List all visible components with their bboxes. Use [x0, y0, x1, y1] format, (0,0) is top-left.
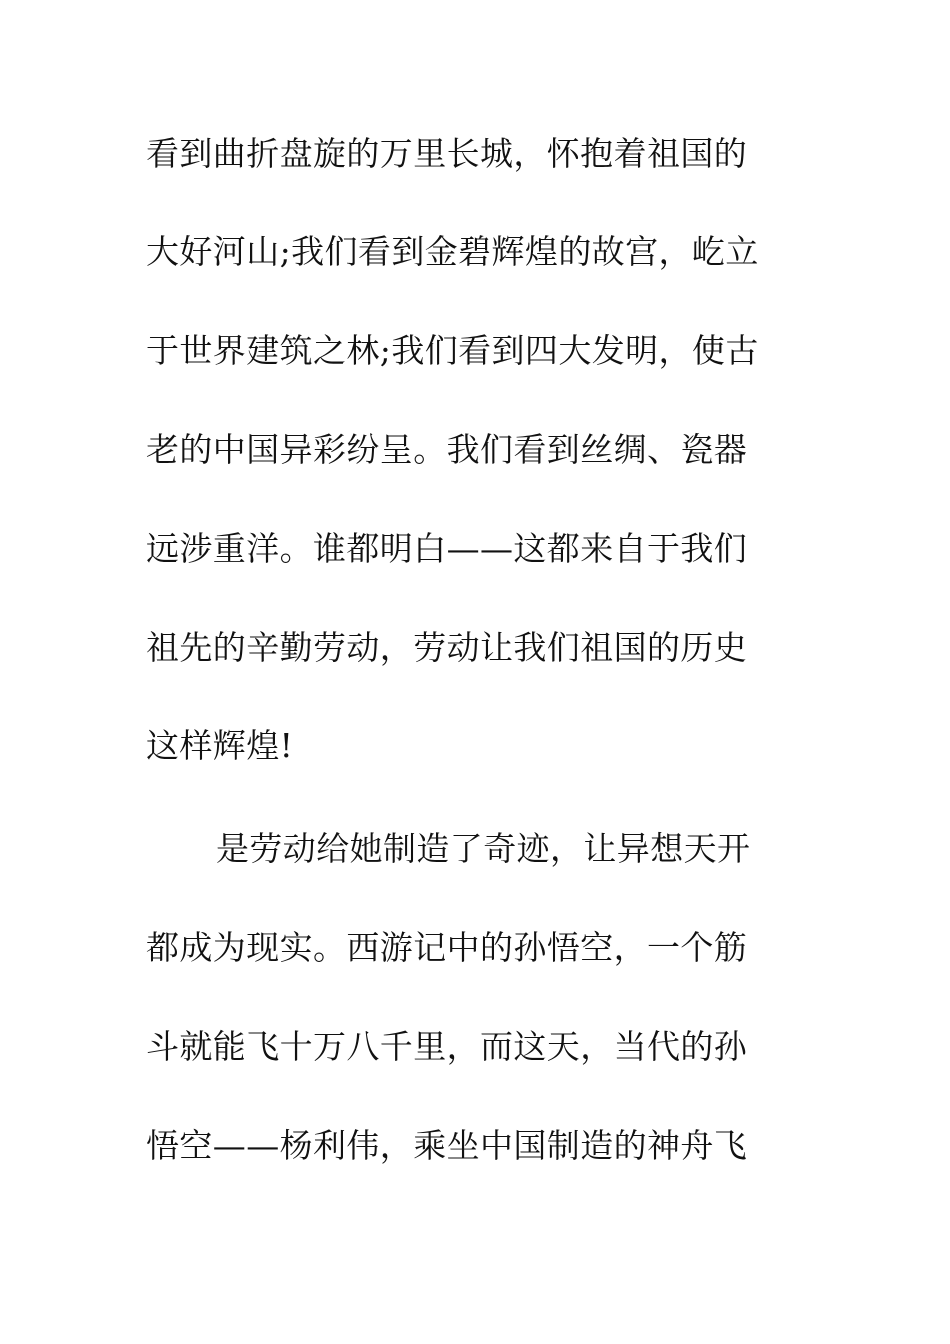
- text-line: 这样辉煌!: [146, 726, 294, 765]
- text-line: 看到曲折盘旋的万里长城，怀抱着祖国的: [146, 134, 748, 173]
- text-line: 老的中国异彩纷呈。我们看到丝绸、瓷器: [146, 430, 748, 469]
- paragraph-first-line: 是劳动给她制造了奇迹，让异想天开: [216, 829, 751, 868]
- text-line: 于世界建筑之林;我们看到四大发明，使古: [146, 331, 759, 370]
- text-line: 远涉重洋。谁都明白——这都来自于我们: [146, 529, 748, 568]
- text-line: 祖先的辛勤劳动，劳动让我们祖国的历史: [146, 628, 748, 667]
- text-line: 斗就能飞十万八千里，而这天，当代的孙: [146, 1027, 748, 1066]
- text-line: 悟空——杨利伟，乘坐中国制造的神舟飞: [146, 1126, 748, 1165]
- text-line: 大好河山;我们看到金碧辉煌的故宫，屹立: [146, 232, 759, 271]
- text-line: 都成为现实。西游记中的孙悟空，一个筋: [146, 928, 748, 967]
